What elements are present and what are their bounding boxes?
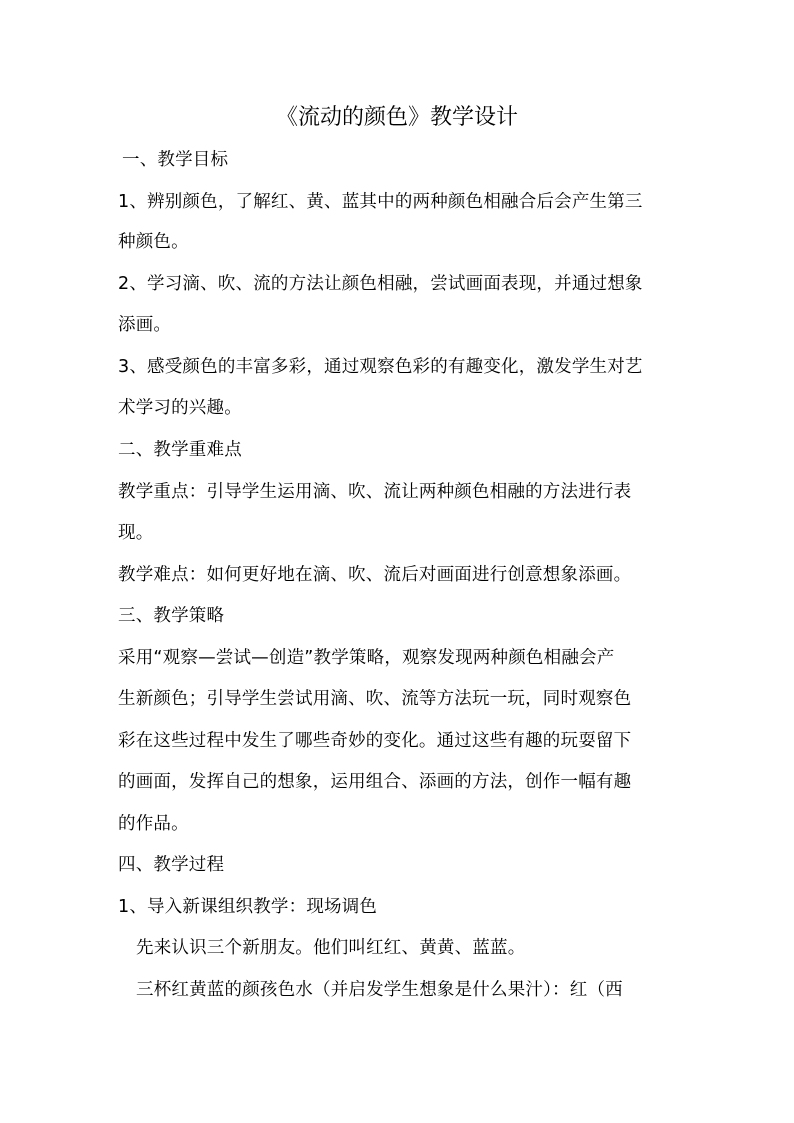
document-title: 《流动的颜色》教学设计 bbox=[275, 105, 518, 130]
paragraph-line: 术学习的兴趣。 bbox=[118, 398, 242, 418]
paragraph-line: 的作品。 bbox=[118, 814, 189, 834]
paragraph-line: 添画。 bbox=[118, 315, 172, 335]
section-heading-key-points: 二、教学重难点 bbox=[118, 440, 242, 460]
paragraph-line: 教学重点：引导学生运用滴、吹、流让两种颜色相融的方法进行表 bbox=[118, 482, 632, 502]
paragraph-line: 2、学习滴、吹、流的方法让颜色相融，尝试画面表现，并通过想象 bbox=[118, 274, 643, 294]
section-heading-process: 四、教学过程 bbox=[118, 855, 225, 875]
paragraph-line: 1、导入新课组织教学：现场调色 bbox=[118, 897, 378, 917]
paragraph-line: 采用“观察—尝试—创造”教学策略，观察发现两种颜色相融会产 bbox=[118, 648, 615, 668]
paragraph-line: 生新颜色；引导学生尝试用滴、吹、流等方法玩一玩，同时观察色 bbox=[118, 689, 632, 709]
paragraph-line: 1、辨别颜色，了解红、黄、蓝其中的两种颜色相融合后会产生第三 bbox=[118, 192, 643, 212]
paragraph-line: 种颜色。 bbox=[118, 232, 189, 252]
paragraph-line: 三杯红黄蓝的颜孩色水（并启发学生想象是什么果汁）：红（西 bbox=[136, 980, 623, 1000]
section-heading-objectives: 一、教学目标 bbox=[122, 150, 229, 170]
paragraph-line: 彩在这些过程中发生了哪些奇妙的变化。通过这些有趣的玩耍留下 bbox=[118, 731, 632, 751]
paragraph-line: 的画面，发挥自己的想象，运用组合、添画的方法，创作一幅有趣 bbox=[118, 772, 632, 792]
paragraph-line: 现。 bbox=[118, 523, 154, 543]
paragraph-line: 3、感受颜色的丰富多彩，通过观察色彩的有趣变化，激发学生对艺 bbox=[118, 357, 643, 377]
paragraph-line: 教学难点：如何更好地在滴、吹、流后对画面进行创意想象添画。 bbox=[118, 565, 632, 585]
paragraph-line: 先来认识三个新朋友。他们叫红红、黄黄、蓝蓝。 bbox=[136, 938, 526, 958]
section-heading-strategy: 三、教学策略 bbox=[118, 606, 225, 626]
